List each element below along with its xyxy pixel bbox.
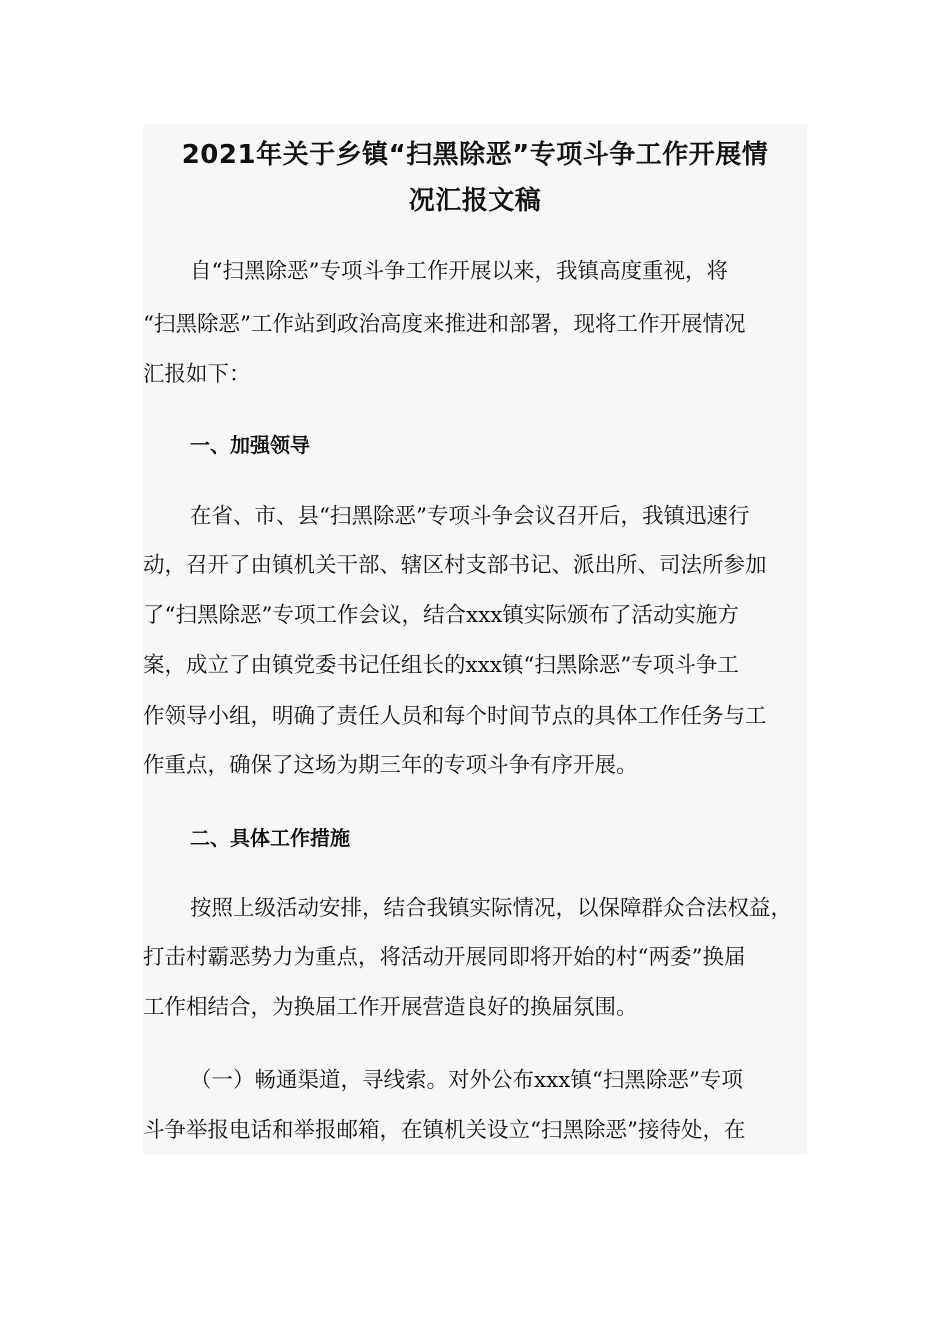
- section-1-line-4: 案，成立了由镇党委书记任组长的xxx镇“扫黑除恶”专项斗争工: [143, 653, 739, 678]
- section-1-line-6: 作重点，确保了这场为期三年的专项斗争有序开展。: [143, 753, 638, 778]
- section-2-line-1: 按照上级活动安排，结合我镇实际情况，以保障群众合法权益，: [190, 896, 793, 921]
- section-1-line-2: 动，召开了由镇机关干部、辖区村支部书记、派出所、司法所参加: [143, 553, 767, 578]
- document-title-line-1: 2021年关于乡镇“扫黑除恶”专项斗争工作开展情: [181, 140, 769, 170]
- section-2-line-2: 打击村霸恶势力为重点，将活动开展同即将开始的村“两委”换届: [143, 945, 746, 970]
- intro-line-1: 自“扫黑除恶”专项斗争工作开展以来，我镇高度重视，将: [190, 259, 728, 284]
- document-title-line-2: 况汇报文稿: [408, 186, 542, 216]
- intro-line-2: “扫黑除恶”工作站到政治高度来推进和部署，现将工作开展情况: [143, 312, 746, 337]
- section-2-heading: 二、具体工作措施: [190, 826, 350, 850]
- section-1-heading: 一、加强领导: [190, 433, 310, 457]
- section-1-line-3: 了“扫黑除恶”专项工作会议，结合xxx镇实际颁布了活动实施方: [143, 603, 739, 628]
- section-1-line-5: 作领导小组，明确了责任人员和每个时间节点的具体工作任务与工: [143, 704, 767, 729]
- intro-line-3: 汇报如下：: [143, 362, 251, 387]
- section-1-line-1: 在省、市、县“扫黑除恶”专项斗争会议召开后，我镇迅速行: [190, 504, 750, 529]
- subsection-1-line-1: （一）畅通渠道，寻线索。对外公布xxx镇“扫黑除恶”专项: [190, 1068, 743, 1093]
- subsection-1-line-2: 斗争举报电话和举报邮箱，在镇机关设立“扫黑除恶”接待处，在: [143, 1118, 746, 1143]
- section-2-line-3: 工作相结合，为换届工作开展营造良好的换届氛围。: [143, 995, 638, 1020]
